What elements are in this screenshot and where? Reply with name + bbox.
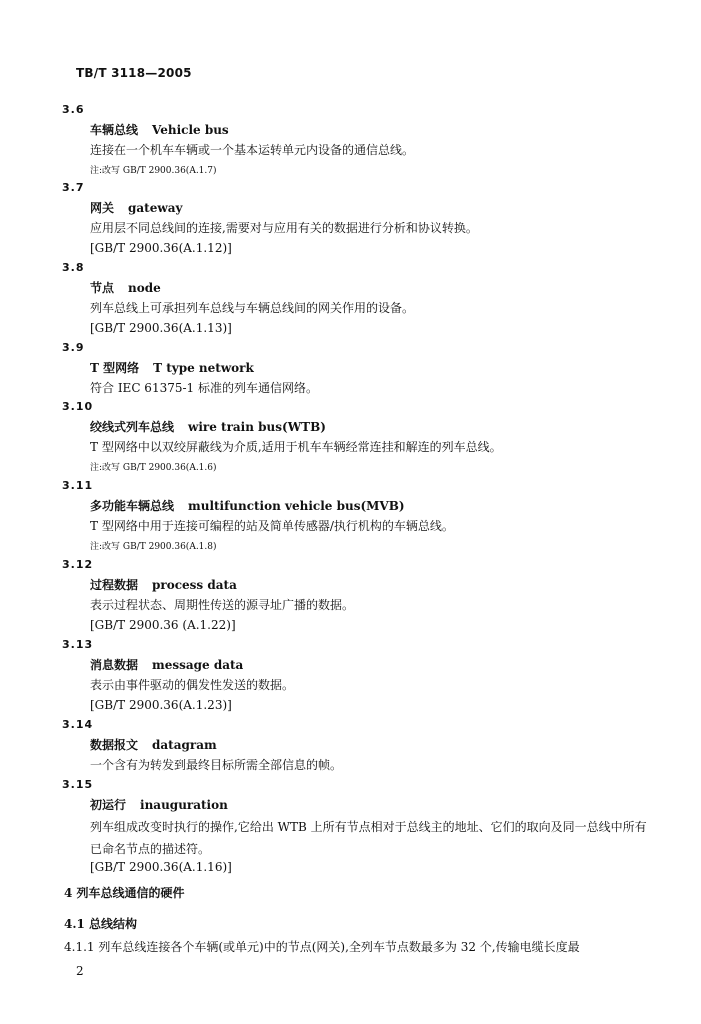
section-4-1-1-text: 4.1.1 列车总线连接各个车辆(或单元)中的节点(网关),全列车节点数最多为 32 个,传输电缆长度最	[64, 940, 580, 954]
clause-term	[90, 736, 217, 753]
clause-number: 3.11	[62, 479, 94, 492]
term-english: wire train bus(WTB)	[188, 420, 326, 434]
term-chinese: 车辆总线	[90, 123, 139, 137]
term-english: gateway	[128, 201, 183, 215]
term-english: message data	[152, 658, 244, 672]
clause-definition: T 型网络中以双绞屏蔽线为介质,适用于机车车辆经常连挂和解连的列车总线。	[90, 440, 502, 454]
clause-number: 3.9	[62, 341, 85, 354]
clause-term	[90, 576, 237, 593]
term-english: Vehicle bus	[152, 123, 229, 137]
term-chinese: 过程数据	[90, 578, 139, 592]
clause-definition: 列车总线上可承担列车总线与车辆总线间的网关作用的设备。	[90, 301, 415, 315]
clause-reference: [GB/T 2900.36(A.1.23)]	[90, 698, 232, 712]
clause-number: 3.12	[62, 558, 94, 571]
page-number: 2	[76, 964, 84, 978]
term-chinese: 消息数据	[90, 658, 139, 672]
clause-definition: 列车组成改变时执行的操作,它给出 WTB 上所有节点相对于总线主的地址、它们的取向及同一总线中所有已命名节点的描述符。	[90, 820, 647, 856]
clause-number: 3.13	[62, 638, 94, 651]
clause-number: 3.6	[62, 103, 85, 116]
clause-definition: 符合 IEC 61375-1 标准的列车通信网络。	[90, 381, 318, 395]
term-english: T type network	[153, 361, 254, 375]
clause-number: 3.10	[62, 400, 94, 413]
clause-definition: 表示由事件驱动的偶发性发送的数据。	[90, 678, 295, 692]
term-chinese: 节点	[90, 281, 115, 295]
term-english: multifunction vehicle bus(MVB)	[188, 499, 405, 513]
clause-number: 3.7	[62, 181, 85, 194]
clause-term	[90, 199, 182, 216]
clause-note: 注:改写 GB/T 2900.36(A.1.8)	[90, 542, 217, 552]
clause-reference: [GB/T 2900.36(A.1.16)]	[90, 860, 232, 874]
clause-number: 3.15	[62, 778, 94, 791]
term-chinese: 多功能车辆总线	[90, 499, 175, 513]
term-chinese: T 型网络	[90, 361, 140, 375]
term-chinese: 网关	[90, 201, 115, 215]
clause-term	[90, 359, 254, 376]
clause-reference: [GB/T 2900.36(A.1.12)]	[90, 241, 232, 255]
clause-definition: 应用层不同总线间的连接,需要对与应用有关的数据进行分析和协议转换。	[90, 221, 478, 235]
term-english: inauguration	[140, 798, 228, 812]
section-4-heading: 4 列车总线通信的硬件	[64, 886, 185, 900]
clause-definition: 一个含有为转发到最终目标所需全部信息的帧。	[90, 758, 343, 772]
clause-term	[90, 418, 326, 435]
term-english: process data	[152, 578, 237, 592]
term-chinese: 绞线式列车总线	[90, 420, 175, 434]
clause-reference: [GB/T 2900.36(A.1.13)]	[90, 321, 232, 335]
term-chinese: 初运行	[90, 798, 127, 812]
clause-term	[90, 121, 229, 138]
clause-term	[90, 656, 243, 673]
clause-number: 3.14	[62, 718, 94, 731]
term-english: datagram	[152, 738, 217, 752]
clause-definition: 连接在一个机车车辆或一个基本运转单元内设备的通信总线。	[90, 143, 415, 157]
clause-term	[90, 796, 228, 813]
clause-definition: 表示过程状态、周期性传送的源寻址广播的数据。	[90, 598, 355, 612]
term-english: node	[128, 281, 161, 295]
clause-number: 3.8	[62, 261, 85, 274]
clause-note: 注:改写 GB/T 2900.36(A.1.6)	[90, 463, 217, 473]
term-chinese: 数据报文	[90, 738, 139, 752]
clause-definition: T 型网络中用于连接可编程的站及简单传感器/执行机构的车辆总线。	[90, 519, 454, 533]
standard-header: TB/T 3118—2005	[76, 66, 192, 80]
section-4-1-heading: 4.1 总线结构	[64, 917, 138, 931]
clause-term	[90, 279, 161, 296]
clause-term	[90, 497, 405, 514]
clause-reference: [GB/T 2900.36 (A.1.22)]	[90, 618, 236, 632]
clause-note: 注:改写 GB/T 2900.36(A.1.7)	[90, 166, 217, 176]
